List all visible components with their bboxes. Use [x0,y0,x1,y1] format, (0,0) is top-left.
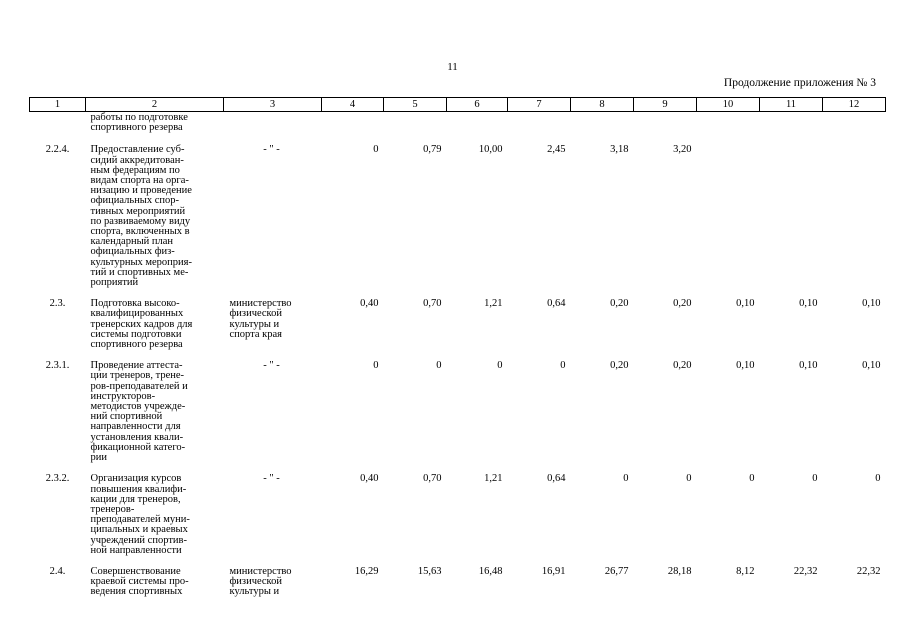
row-value [634,112,697,144]
row-value: 16,29 [354,565,379,577]
row-value: 0,64 [547,298,566,310]
row-value: 2,45 [547,144,566,156]
row-value: 0 [623,473,629,485]
row-value: 0 [749,473,755,485]
row-value [508,112,571,144]
header-cell: 12 [823,98,886,112]
table-row [30,112,886,144]
row-executor: министерство физической культуры и [229,565,292,598]
continuation-label: Продолжение приложения № 3 [723,77,876,89]
row-value: 0,20 [673,298,692,310]
row-value [697,143,760,297]
row-value: 0,20 [673,360,692,372]
row-value: 8,12 [736,565,755,577]
row-code: 2.3.2. [45,473,70,485]
row-executor: министерство физической культуры и спорта края [229,298,292,340]
header-cell: 5 [384,98,447,112]
row-value: 10,00 [478,144,503,156]
row-value [823,143,886,297]
header-cell: 2 [86,98,224,112]
row-value: 0,79 [423,144,442,156]
row-executor: - " - [263,144,280,156]
row-value: 0 [875,473,881,485]
row-value [447,112,508,144]
row-value: 3,20 [673,144,692,156]
row-code: 2.4. [49,565,66,577]
row-value: 0,10 [736,298,755,310]
row-value: 0 [686,473,692,485]
row-value [760,143,823,297]
row-executor: - " - [263,473,280,485]
row-value: 0 [560,360,566,372]
row-value: 16,48 [478,565,503,577]
program-table [29,97,886,607]
row-value: 0 [497,360,503,372]
row-value [823,112,886,144]
table-row [30,565,886,607]
page-number: 11 [447,61,458,73]
row-value: 16,91 [541,565,566,577]
row-value: 3,18 [610,144,629,156]
row-value: 0,10 [862,360,881,372]
row-name: Предоставление суб- сидий аккредитован- ным федерациям по видам спорта на орга- низацию и проведение официальных спор- тивных мероприятий по развиваемому виду спорта, включенных в календарный план официальных физ- культурных мероприя- тий и спортивных ме- роприятий [90,144,192,289]
row-executor: - " - [263,360,280,372]
row-value [571,112,634,144]
row-value: 0,64 [547,473,566,485]
row-value: 0,20 [610,360,629,372]
row-value: 0 [436,360,442,372]
header-row [30,98,886,112]
row-value [384,112,447,144]
table-row [30,472,886,565]
row-value: 1,21 [484,473,503,485]
row-value: 22,32 [793,565,818,577]
row-value: 0,70 [423,298,442,310]
row-value: 0,70 [423,473,442,485]
row-value: 0,10 [799,298,818,310]
row-code [30,112,86,144]
header-cell: 9 [634,98,697,112]
table-row [30,297,886,359]
row-value: 22,32 [856,565,881,577]
row-value: 0,40 [360,298,379,310]
row-value: 0 [812,473,818,485]
row-code: 2.3. [49,298,66,310]
row-value: 15,63 [417,565,442,577]
row-value: 0,10 [862,298,881,310]
row-value: 0,10 [799,360,818,372]
row-value [322,112,384,144]
row-value [697,112,760,144]
row-value: 0 [373,144,379,156]
header-cell: 7 [508,98,571,112]
row-name: Подготовка высоко- квалифицированных тренерских кадров для системы подготовки спортивного резерва [90,298,193,351]
header-cell: 1 [30,98,86,112]
row-value [760,112,823,144]
row-name: Организация курсов повышения квалифи- кации для тренеров, тренеров- преподавателей муни- ципальных и краевых учреждений спортив- ной направленности [90,473,190,556]
table-row [30,143,886,297]
header-cell: 4 [322,98,384,112]
header-cell: 10 [697,98,760,112]
row-value: 0,40 [360,473,379,485]
row-value: 0,10 [736,360,755,372]
header-cell: 6 [447,98,508,112]
row-name: Совершенствование краевой системы про- ведения спортивных [90,565,189,598]
row-value: 1,21 [484,298,503,310]
row-code: 2.2.4. [45,144,70,156]
row-value: 26,77 [604,565,629,577]
row-value: 28,18 [667,565,692,577]
row-value: 0,20 [610,298,629,310]
row-value: 0 [373,360,379,372]
row-name: Проведение аттеста- ции тренеров, трене- ров-преподавателей и инструкторов- методистов учрежде- ний спортивной направленности для установления квали- фикационной катего- рии [90,360,188,464]
row-name: работы по подготовке спортивного резерва [90,112,188,134]
row-executor [224,112,322,144]
header-cell: 8 [571,98,634,112]
table-row [30,359,886,472]
header-cell: 11 [760,98,823,112]
row-code: 2.3.1. [45,360,70,372]
header-cell: 3 [224,98,322,112]
